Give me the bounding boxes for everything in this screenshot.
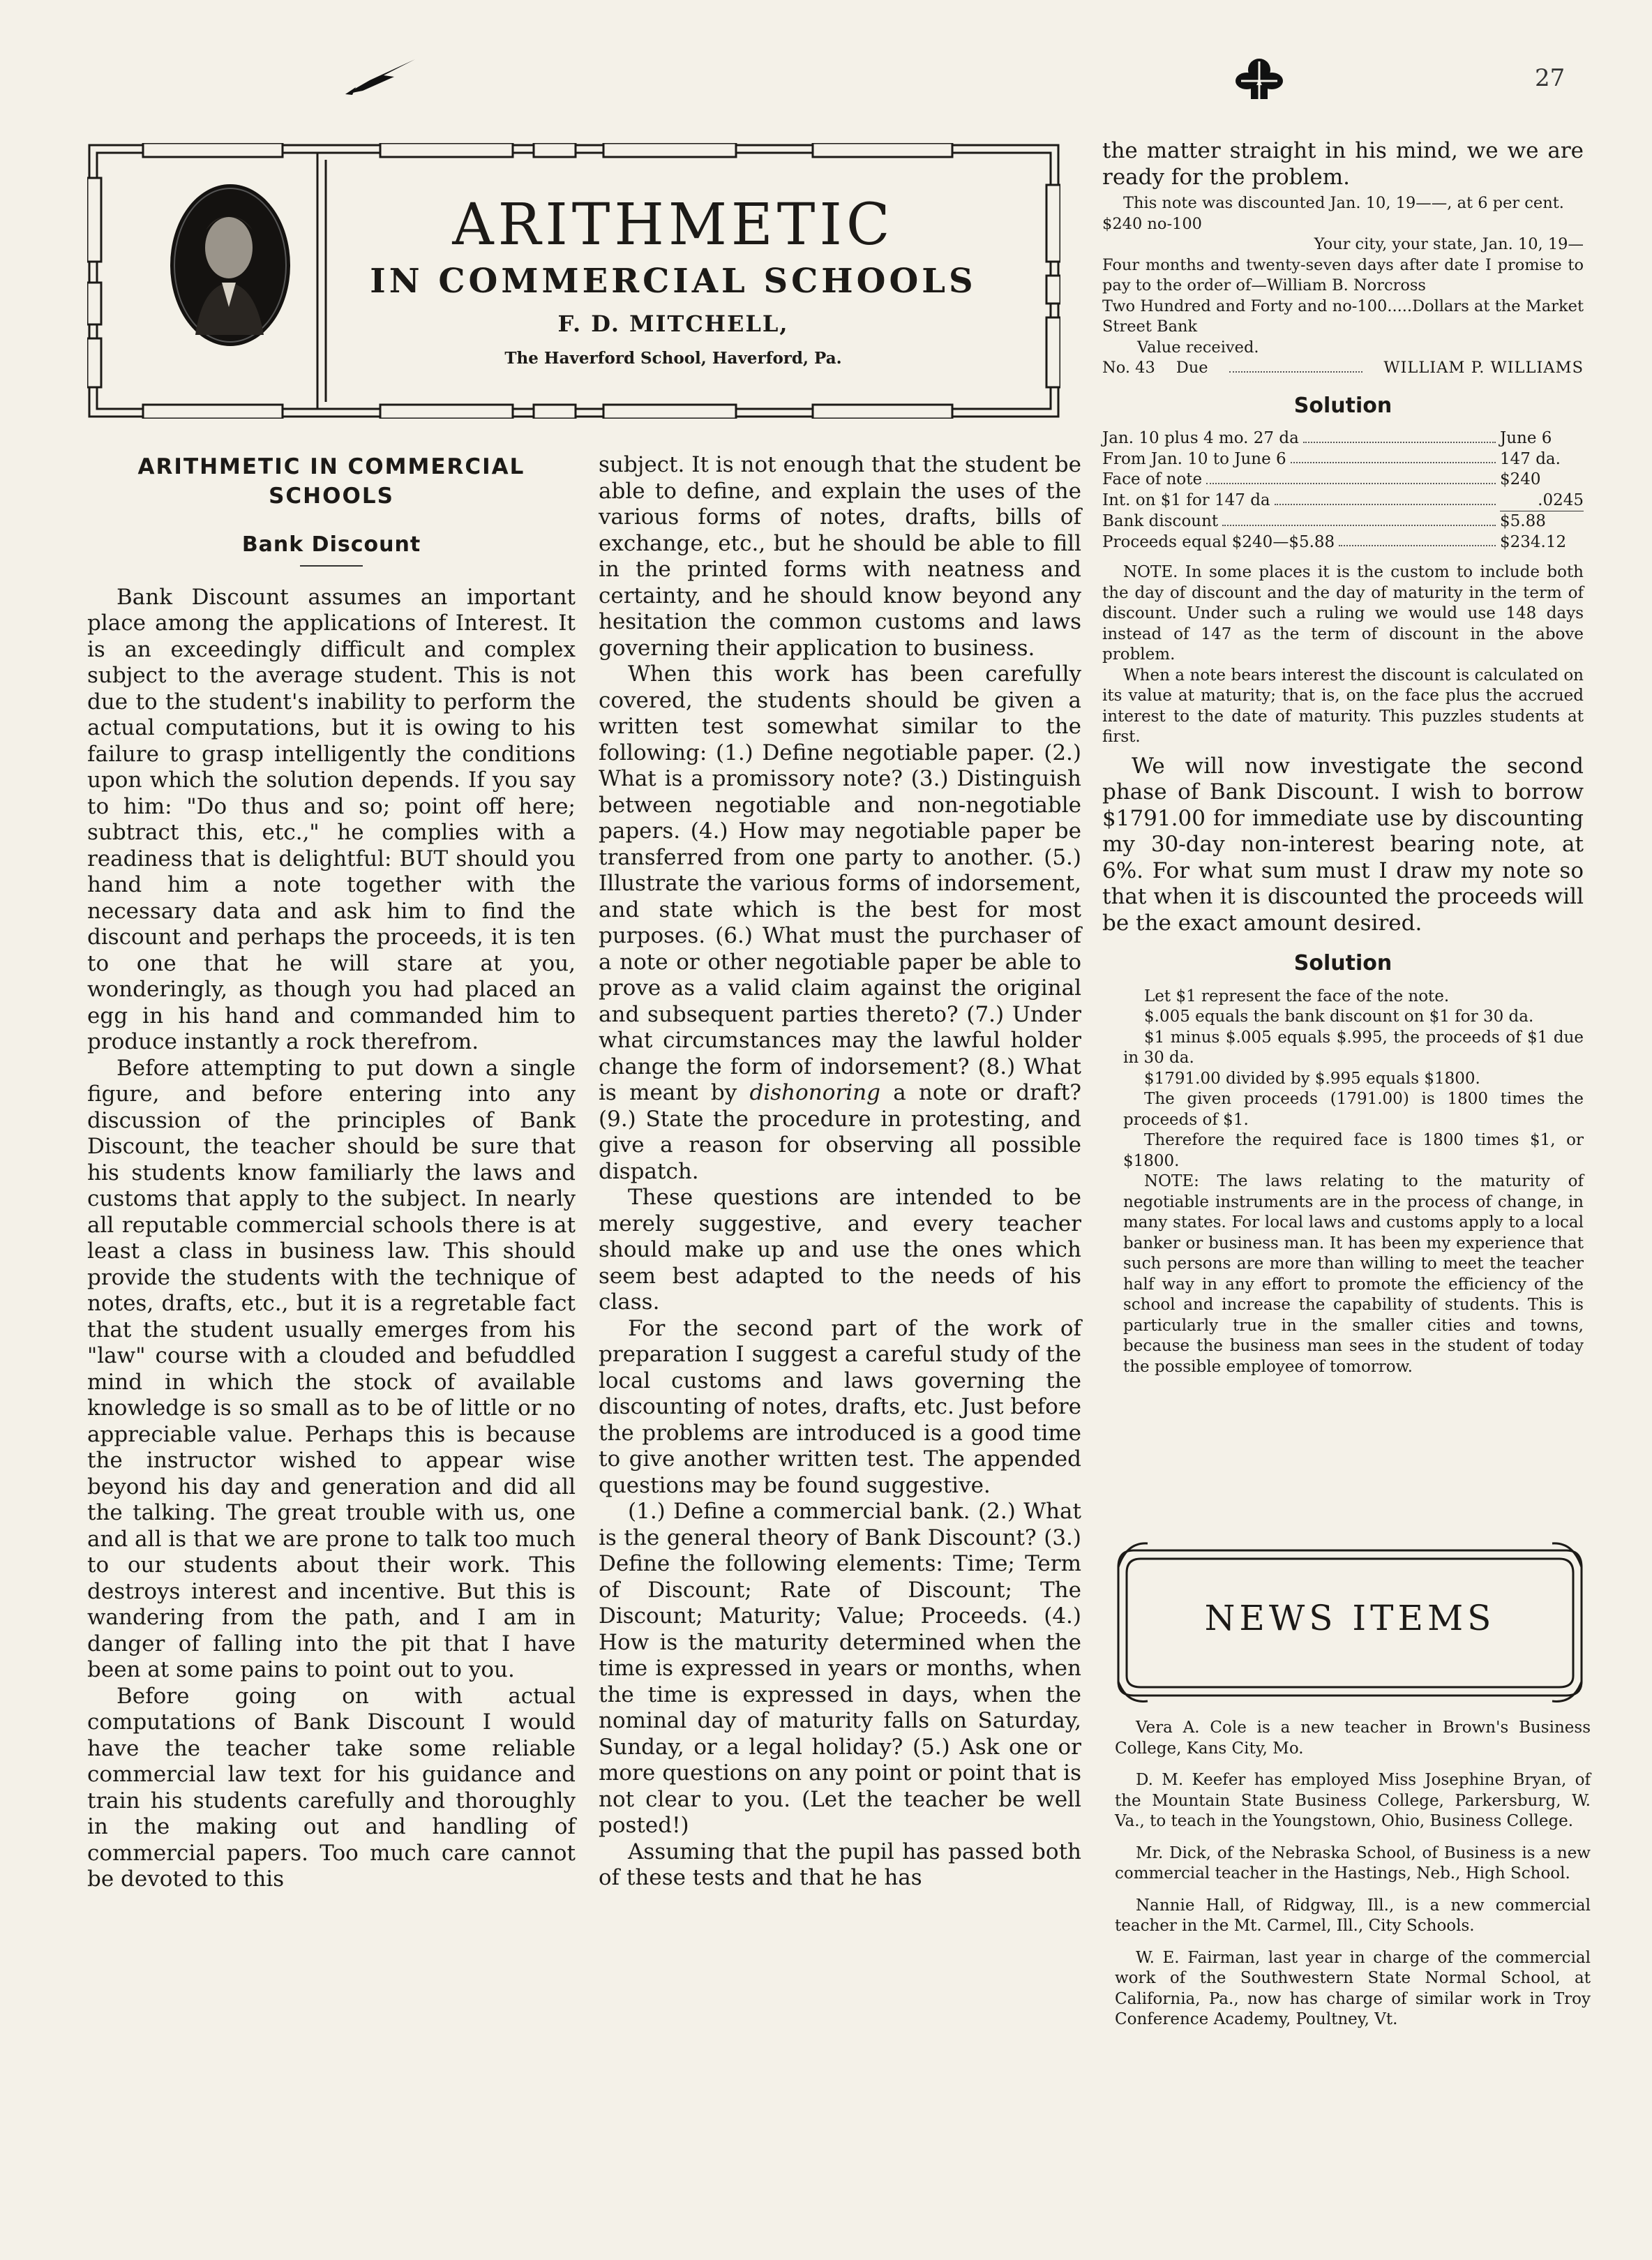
paragraph: Assuming that the pupil has passed both of these tests and that he has xyxy=(599,1839,1081,1890)
paragraph: For the second part of the work of preparation I suggest a careful study of the local customs and laws governing the discounting of notes, drafts, etc. Just before the problems are introduced is a good time to give another written test. The appended questions may be found suggestive. xyxy=(599,1315,1081,1498)
paragraph: When this work has been carefully covered, the students should be given a written test somewhat similar to the following: (1.) Define negotiable paper. (2.) What is a promissory note? (3.) Distinguish between negotiable and non-negotiable papers. (4.) How may negotiable paper be transferred from one party to another. (5.) Illustrate the various forms of indorsement, and state which is the best for most purposes. (6.) What must the purchaser of a note or other negotiable paper be able to prove as a valid claim against the original and subsequent parties thereto? (7.) Under what circumstances may the lawful holder change the form of indorsement? (8.) What is meant by dishonoring a note or draft? (9.) State the procedure in protesting, and give a reason for observing all possible dispatch. xyxy=(599,661,1081,1184)
note-section xyxy=(1102,562,1584,748)
paragraph: (1.) Define a commercial bank. (2.) What is the general theory of Bank Discount? (3.) Define the following elements: Time; Term of Discount; Rate of Discount; The Discount; Maturity; Value; Proceeds. (4.) How is the maturity determined when the time is expressed in years or months, when the time is expressed in days, when the nominal day of maturity falls on Saturday, Sunday, or a legal holiday? (5.) Ask one or more questions on any point or point that is not clear to you. (Let the teacher be well posted!) xyxy=(599,1499,1081,1838)
solution-steps xyxy=(1102,987,1584,1378)
news-item: Vera A. Cole is a new teacher in Brown's Business College, Kans City, Mo. xyxy=(1115,1719,1591,1758)
news-item: Mr. Dick, of the Nebraska School, of Business is a new commercial teacher in the Hastings, Neb., High School. xyxy=(1115,1843,1591,1883)
article-heading: ARITHMETIC IN COMMERCIAL SCHOOLS xyxy=(137,454,525,509)
column-2 xyxy=(599,452,1081,1892)
news-item: W. E. Fairman, last year in charge of the commercial work of the Southwestern State Normal School, at California, Pa., now has charge of similar work in Troy Conference Academy, Poultney, Vt. xyxy=(1115,1948,1591,2028)
article-subtitle: IN COMMERCIAL SCHOOLS xyxy=(370,262,977,301)
solution-step: Let $1 represent the face of the note. xyxy=(1144,987,1450,1005)
solution-heading: Solution xyxy=(1293,951,1392,975)
solution-step: The given proceeds (1791.00) is 1800 times the proceeds of $1. xyxy=(1123,1090,1584,1129)
note-signature-line: No. 43 Due WILLIAM P. WILLIAMS xyxy=(1102,359,1584,377)
paragraph: Bank Discount assumes an important place among the applications of Interest. It is an exceedingly difficult and complex subject to the average student. This is not due to the student's inability to perform the actual computations, but it is owing to his failure to grasp intelligently the conditions upon which the solution depends. If you say to him: "Do thus and so; point off here; subtract this, etc.," he complies with a readiness that is delightful: BUT should you hand him a note together with the necessary data and ask him to find the discount and perhaps the proceeds, it is ten to one that he will stare at you, wonderingly, as though you had placed an egg in his hand and commanded him to produce instantly a rock therefrom. xyxy=(87,584,576,1054)
news-items-list xyxy=(1115,1718,1591,2042)
solution-heading: Solution xyxy=(1293,393,1392,418)
solution-step: $1791.00 divided by $.995 equals $1800. xyxy=(1144,1069,1480,1088)
paragraph: subject. It is not enough that the student be able to define, and explain the uses of the various forms of notes, drafts, bills of exchange, etc., but he should be able to fill in the printed forms with neatness and certainty, and he should know beyond any hesitation the common customs and laws governing their application to business. xyxy=(599,452,1081,661)
author-portrait xyxy=(167,181,293,349)
masthead xyxy=(0,42,1652,119)
author-school: The Haverford School, Haverford, Pa. xyxy=(504,349,842,368)
quill-pen-icon xyxy=(342,56,419,98)
paragraph: We will now investigate the second phase of Bank Discount. I wish to borrow $1791.00 for immediate use by discounting my 30-day non-interest bearing note, at 6%. For what sum must I draw my note so that when it is discounted the proceeds will be the exact amount desired. xyxy=(1102,753,1584,936)
solution-row: Int. on $1 for 147 da .0245 xyxy=(1102,491,1584,512)
solution-row: From Jan. 10 to June 6 147 da. xyxy=(1102,449,1561,468)
column-1 xyxy=(87,452,576,1893)
paragraph: Before attempting to put down a single figure, and before entering into any discussion of the principles of Bank Discount, the teacher should be sure that his students know familiarly the laws and customs that apply to the subject. In nearly all reputable commercial schools there is at least a class in business law. This should provide the students with the technique of notes, drafts, etc., but it is a regretable fact that the student usually emerges from his "law" course with a clouded and befuddled mind in which the stock of available knowledge is so small as to be of little or no appreciable value. Perhaps this is because the instructor wished to appear wise beyond his day and generation and did all the talking. The great trouble with us, one and all is that we are prone to talk too much to our students about their work. This destroys interest and incentive. But this is wandering from the path, and I am in danger of falling into the pit that I have been at some pains to point out to you. xyxy=(87,1055,576,1682)
emphasized-word: dishonoring xyxy=(749,1080,880,1105)
author-name: F. D. MITCHELL, xyxy=(557,310,789,337)
note-line: This note was discounted Jan. 10, 19——, at 6 per cent. xyxy=(1123,194,1564,212)
note-line: $240 no-100 xyxy=(1102,214,1202,233)
column-3 xyxy=(1102,138,1584,1377)
note-paragraph: When a note bears interest the discount is calculated on its value at maturity; that is, on the face plus the accrued interest to the date of maturity. This puzzles students at first. xyxy=(1102,666,1584,746)
promissory-note-example xyxy=(1102,193,1584,379)
paragraph: Before going on with actual computations of Bank Discount I would have the teacher take some reliable commercial law text for his guidance and train his students carefully and thoroughly in the making out and handling of commercial papers. Too much care cannot be devoted to this xyxy=(87,1683,576,1892)
solution-step: NOTE: The laws relating to the maturity of negotiable instruments are in the process of change, in many states. For local laws and customs apply to a local banker or business man. It has been my experience that such persons are more than willing to meet the teacher half way in any effort to promote the efficiency of the school and increase the capability of students. This is particularly true in the smaller cities and towns, because the business man sees in the student of today the possible employee of tomorrow. xyxy=(1123,1172,1584,1376)
solution-step: $1 minus $.005 equals $.995, the proceeds of $1 due in 30 da. xyxy=(1123,1028,1584,1067)
article-header-box xyxy=(87,143,1060,419)
paragraph: These questions are intended to be merely suggestive, and every teacher should make up and use the ones which seem best adapted to the needs of his class. xyxy=(599,1185,1081,1315)
news-heading: NEWS ITEMS xyxy=(1204,1598,1496,1638)
note-paragraph: NOTE. In some places it is the custom to include both the day of discount and the day of maturity in the term of discount. Under such a ruling we would use 148 days instead of 147 as the term of discount in the above problem. xyxy=(1102,563,1584,664)
page-number: 27 xyxy=(1535,64,1565,92)
solution-row: Bank discount $5.88 xyxy=(1102,512,1546,530)
note-line: Your city, your state, Jan. 10, 19— xyxy=(1314,235,1584,253)
solution-step: $.005 equals the bank discount on $1 for 30 da. xyxy=(1144,1008,1534,1026)
note-line: Four months and twenty-seven days after date I promise to pay to the order of—William B. Norcross xyxy=(1102,255,1584,294)
note-line: Two Hundred and Forty and no-100.....Dollars at the Market Street Bank xyxy=(1102,297,1584,336)
solution-row: Face of note $240 xyxy=(1102,470,1541,488)
solution-row: Proceeds equal $240—$5.88 $234.12 xyxy=(1102,532,1567,551)
solution-table xyxy=(1102,428,1584,553)
solution-row: Jan. 10 plus 4 mo. 27 da June 6 xyxy=(1102,429,1552,447)
article-title: ARITHMETIC xyxy=(452,192,894,258)
note-line: Value received. xyxy=(1137,338,1259,357)
section-heading: Bank Discount xyxy=(87,532,576,567)
news-item: Nannie Hall, of Ridgway, Ill., is a new commercial teacher in the Mt. Carmel, Ill., City Schools. xyxy=(1115,1896,1591,1935)
ornament-emblem-icon xyxy=(1231,54,1287,103)
paragraph: the matter straight in his mind, we we are ready for the problem. xyxy=(1102,138,1584,190)
solution-step: Therefore the required face is 1800 times $1, or $1800. xyxy=(1123,1131,1584,1170)
news-items-box xyxy=(1113,1542,1587,1703)
news-item: D. M. Keefer has employed Miss Josephine Bryan, of the Mountain State Business College, Parkersburg, W. Va., to teach in the Youngstown, Ohio, Business College. xyxy=(1115,1771,1591,1830)
